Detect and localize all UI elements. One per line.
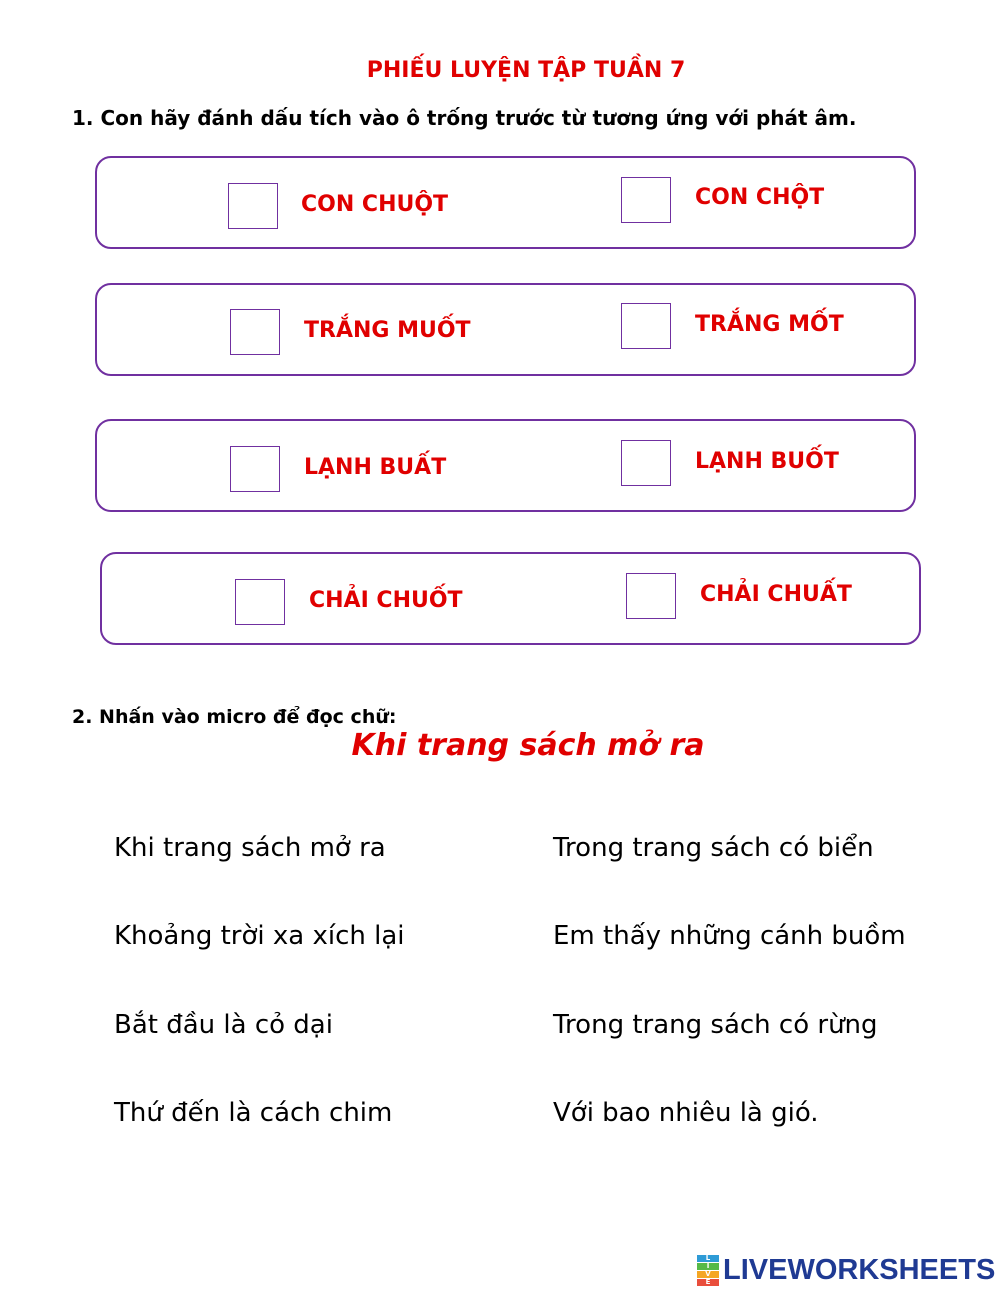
checkbox-chai-chuot[interactable] [235, 579, 285, 625]
poem-line: Trong trang sách có rừng [553, 1010, 878, 1040]
logo-letter: L [697, 1255, 719, 1262]
liveworksheets-icon [697, 1255, 719, 1285]
question-1-instruction: 1. Con hãy đánh dấu tích vào ô trống trước từ tương ứng với phát âm. [72, 106, 857, 130]
option-row-1 [95, 156, 916, 249]
option-row-3 [95, 419, 916, 512]
option-label: TRẮNG MỐT [695, 312, 844, 337]
option-label: CHẢI CHUỐT [309, 588, 463, 613]
option-label: CON CHUỘT [301, 192, 449, 217]
poem-line: Khi trang sách mở ra [114, 833, 386, 863]
poem-line: Bắt đầu là cỏ dại [114, 1010, 333, 1040]
question-2-instruction: 2. Nhấn vào micro để đọc chữ: [72, 706, 397, 728]
checkbox-con-chuot[interactable] [228, 183, 278, 229]
brand-name: LIVEWORKSHEETS [723, 1253, 996, 1286]
checkbox-trang-muot[interactable] [230, 309, 280, 355]
checkbox-con-chot[interactable] [621, 177, 671, 223]
logo-letter: E [697, 1279, 719, 1286]
poem-line: Em thấy những cánh buồm [553, 921, 906, 951]
poem-line: Thứ đến là cách chim [114, 1098, 393, 1128]
checkbox-lanh-buat[interactable] [230, 446, 280, 492]
checkbox-trang-mot[interactable] [621, 303, 671, 349]
logo-letter: V [697, 1271, 719, 1278]
option-label: CHẢI CHUẤT [700, 582, 852, 607]
poem-line: Trong trang sách có biển [553, 833, 874, 863]
option-label: TRẮNG MUỐT [304, 318, 471, 343]
checkbox-chai-chuat[interactable] [626, 573, 676, 619]
logo-letter: I [697, 1263, 719, 1270]
liveworksheets-logo[interactable] [697, 1252, 995, 1288]
poem-title: Khi trang sách mở ra [351, 728, 705, 763]
option-label: LẠNH BUẤT [304, 455, 447, 480]
poem-line: Khoảng trời xa xích lại [114, 921, 405, 951]
page-title: PHIẾU LUYỆN TẬP TUẦN 7 [366, 58, 686, 83]
poem-line: Với bao nhiêu là gió. [553, 1098, 819, 1128]
option-row-2 [95, 283, 916, 376]
option-row-4 [100, 552, 921, 645]
option-label: LẠNH BUỐT [695, 449, 839, 474]
option-label: CON CHỘT [695, 185, 825, 210]
checkbox-lanh-buot[interactable] [621, 440, 671, 486]
